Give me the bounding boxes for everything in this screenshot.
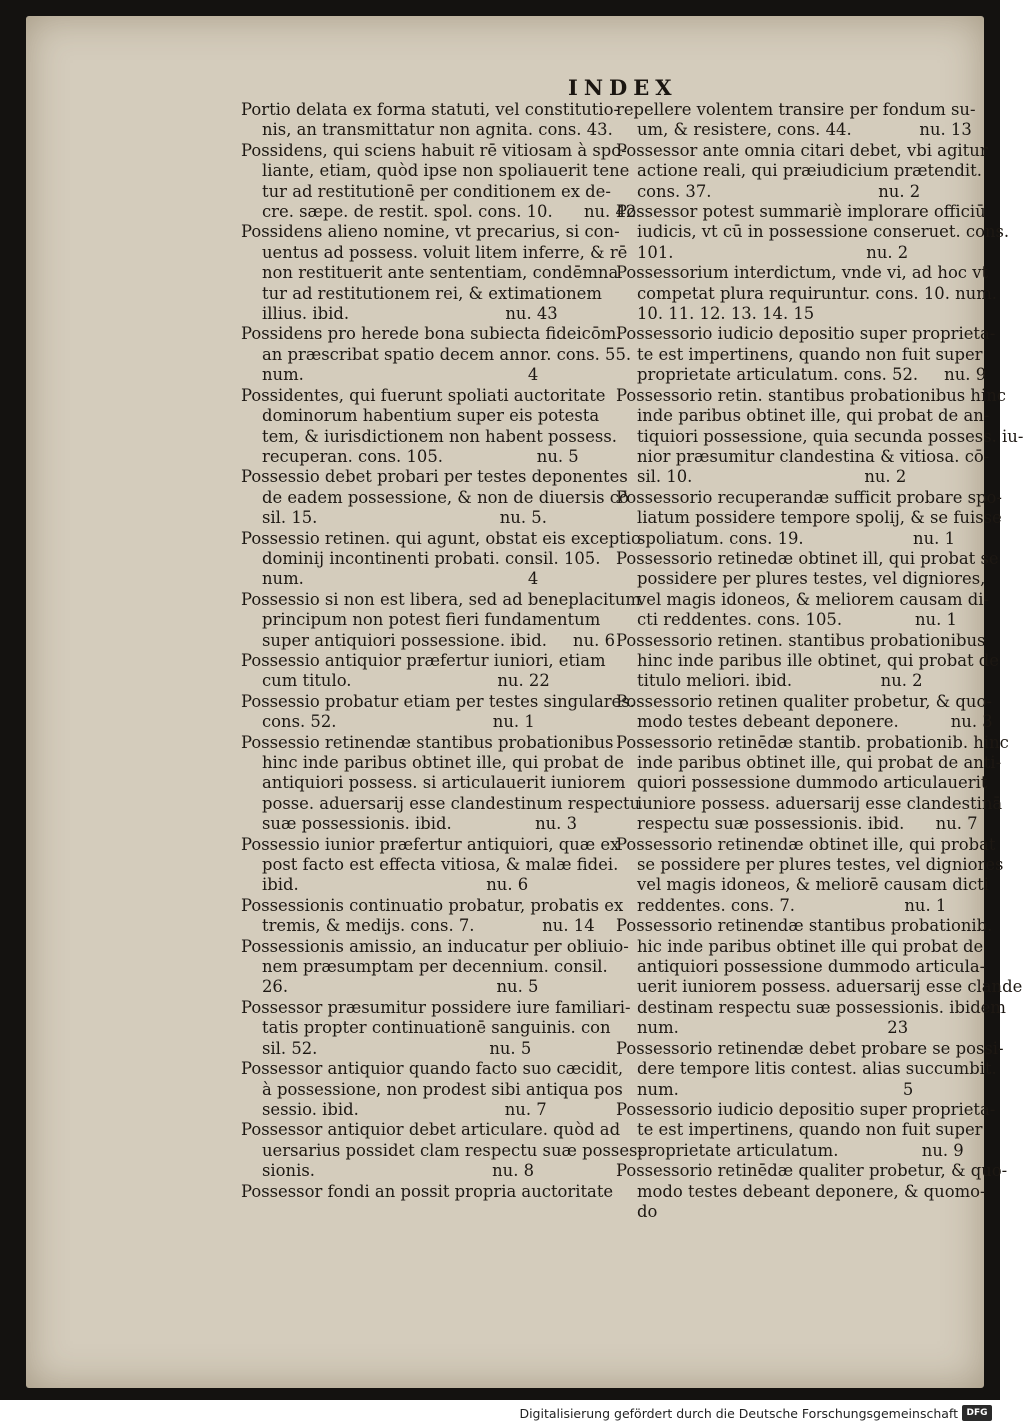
index-entry-lead-line: Possidens, qui sciens habuit rē vitiosam à spo-: [241, 140, 627, 160]
index-entry-line: de eadem possessione, & non de diuersis cō: [262, 487, 629, 507]
index-entry-line: modo testes debeant deponere. nu. 3: [637, 712, 993, 732]
index-entry-lead-line: repellere volentem transire per fondum su-: [616, 100, 976, 119]
index-entry-line: liante, etiam, quòd ipse non spoliauerit tene: [262, 161, 630, 181]
index-entry-lead-line: Possessor ante omnia citari debet, vbi agitur: [616, 140, 988, 160]
index-entry: [616, 834, 1004, 917]
index-entry-lead-line: Portio delata ex forma statuti, vel constitutio-: [241, 100, 619, 119]
index-entry-line: uentus ad possess. voluit litem inferre, & rē: [262, 242, 628, 262]
index-entry-line: dominorum habentium super eis potesta: [262, 406, 600, 426]
index-entry-line: iudicis, vt cū in possessione conseruet. cons.: [637, 222, 1010, 242]
index-entry-line: liatum possidere tempore spolij, & se fuisse: [637, 508, 1002, 528]
index-entry: [241, 1120, 643, 1181]
index-entry-lead-line: Possessorio retinen qualiter probetur, & quo-: [616, 691, 992, 711]
index-entry-line: actione reali, qui præiudicium prætendit.: [637, 161, 982, 181]
index-entry-line: tatis propter continuationē sanguinis. con: [262, 1018, 611, 1038]
index-entry-line: posse. aduersarij esse clandestinum respectu: [262, 793, 641, 813]
index-entry-line: antiquiori possess. si articulauerit iuniorem: [262, 773, 626, 793]
index-entry: [616, 732, 1009, 835]
index-entry-line: sessio. ibid. nu. 7: [262, 1099, 547, 1119]
index-entry-line: 101. nu. 2: [637, 242, 909, 262]
index-entry-lead-line: Possessor fondi an possit propria auctoritate: [241, 1181, 614, 1201]
index-entry-line: ibid. nu. 6: [262, 875, 529, 895]
index-entry: [616, 263, 997, 324]
index-entry-line: num. 4: [262, 569, 539, 589]
index-entry-line: cons. 52. nu. 1: [262, 712, 535, 732]
index-entry-line: 10. 11. 12. 13. 14. 15: [637, 304, 815, 324]
index-entry-line: sil. 15. nu. 5.: [262, 508, 547, 528]
index-entry-line: hinc inde paribus obtinet ille, qui probat de: [262, 753, 624, 772]
index-entry-line: nior præsumitur clandestina & vitiosa. cō-: [637, 446, 990, 466]
index-entry-line: tremis, & medijs. cons. 7. nu. 14: [262, 916, 595, 936]
index-entry-line: tem, & iurisdictionem non habent possess.: [262, 426, 617, 446]
index-entry-line: respectu suæ possessionis. ibid. nu. 7: [637, 814, 978, 834]
index-entry-line: cti reddentes. cons. 105. nu. 1: [637, 610, 957, 630]
index-entry-lead-line: Possessio retinendæ stantibus probationibus: [241, 732, 614, 752]
index-entry-line: dominij incontinenti probati. consil. 105.: [262, 548, 601, 568]
index-entry: [241, 1181, 614, 1202]
index-entry-lead-line: Possessorium interdictum, vnde vi, ad hoc vt: [616, 263, 989, 283]
index-entry-line: super antiquiori possessione. ibid. nu. 6: [262, 630, 615, 650]
index-entry: [241, 895, 624, 937]
index-entry: [241, 650, 606, 692]
index-entry: [616, 385, 1023, 488]
index-column-left: [241, 100, 643, 1202]
index-entry-lead-line: Possessor potest summariè implorare officiū: [616, 202, 986, 222]
index-entry-lead-line: Possessorio retinendæ debet probare se possi-: [616, 1038, 1004, 1058]
index-entry: [616, 1161, 1008, 1222]
page-header: INDEX: [568, 75, 678, 100]
index-entry: [616, 630, 999, 692]
index-entry-line: antiquiori possessione dummodo articula-: [637, 957, 986, 977]
index-entry-line: proprietate articulatum. cons. 52. nu. 9: [637, 365, 987, 385]
index-entry-line: illius. ibid. nu. 43: [262, 304, 558, 324]
index-entry-line: num. 23: [637, 1018, 909, 1038]
index-entry-line: tur ad restitutionē per conditionem ex de-: [262, 181, 611, 201]
index-entry-lead-line: Possessio antiquior præfertur iuniori, etiam: [241, 650, 606, 670]
index-entry: [616, 100, 976, 141]
index-entry-lead-line: Possessorio retinen. stantibus probationibus: [616, 630, 986, 650]
index-entry-line: 26. nu. 5: [262, 977, 539, 997]
index-entry-line: competat plura requiruntur. cons. 10. num.: [637, 283, 997, 303]
index-entry-lead-line: Possessio probatur etiam per testes singulares.: [241, 691, 635, 711]
index-entry-line: vel magis idoneos, & meliorem causam di-: [637, 589, 990, 609]
index-entry-lead-line: Possessionis continuatio probatur, probatis ex: [241, 895, 624, 915]
index-entry: [241, 834, 620, 896]
index-entry-line: destinam respectu suæ possessionis. ibidem: [637, 997, 1006, 1017]
index-entry-line: num. 5: [637, 1079, 914, 1099]
index-entry-line: uersarius possidet clam respectu suæ posses-: [262, 1140, 643, 1160]
index-entry-line: nem præsumptam per decennium. consil.: [262, 957, 608, 977]
index-entry-line: num. 4: [262, 365, 539, 385]
index-entry: [241, 1059, 624, 1120]
index-entry: [616, 487, 1002, 549]
index-entry: [241, 528, 641, 590]
index-entry-line: quiori possessione dummodo articulauerit: [637, 773, 988, 793]
index-entry-line: possidere per plures testes, vel digniores,: [637, 569, 986, 589]
index-entry-lead-line: Possessor antiquior quando facto suo cæcidit,: [241, 1059, 624, 1079]
index-entry-line: vel magis idoneos, & meliorē causam dicti: [637, 875, 989, 895]
index-entry-line: se possidere per plures testes, vel digniores: [637, 855, 1004, 875]
index-entry-line: à possessione, non prodest sibi antiqua pos: [262, 1079, 623, 1099]
index-entry-line: recuperan. cons. 105. nu. 5: [262, 446, 579, 466]
index-entry-lead-line: Possessio si non est libera, sed ad beneplacitum: [241, 589, 641, 609]
index-entry-line: uerit iuniorem possess. aduersarij esse clande: [637, 977, 1023, 997]
index-entry-line: sil. 52. nu. 5: [262, 1038, 532, 1058]
index-entry-line: inde paribus obtinet ille, qui probat de an-: [637, 406, 990, 426]
index-entry: [616, 202, 1010, 263]
index-entry-line: principum non potest fieri fundamentum: [262, 610, 601, 630]
index-entry-lead-line: Possessor antiquior debet articulare. quòd ad: [241, 1120, 621, 1140]
index-entry: [241, 691, 635, 733]
footer-bar: [0, 1400, 1000, 1427]
index-entry-line: do: [637, 1201, 658, 1221]
index-entry: [616, 916, 1023, 1038]
index-entry-line: inde paribus obtinet ille, qui probat de anti-: [637, 753, 1002, 772]
index-entry-lead-line: Possessorio retinedæ obtinet ill, qui probat se: [616, 548, 999, 568]
index-entry-lead-line: Possessionis amissio, an inducatur per obliuio-: [241, 936, 629, 956]
index-entry-line: proprietate articulatum. nu. 9: [637, 1140, 964, 1160]
index-entry-lead-line: Possessorio recuperandæ sufficit probare spo-: [616, 487, 1002, 507]
index-entry-line: post facto est effecta vitiosa, & malæ fidei.: [262, 855, 619, 875]
index-entry-lead-line: Possessio retinen. qui agunt, obstat eis exceptio: [241, 528, 641, 548]
index-entry-line: modo testes debeant deponere, & quomo-: [637, 1181, 986, 1201]
index-entry-lead-line: Possidens alieno nomine, vt precarius, si con-: [241, 222, 620, 242]
index-entry-line: non restituerit ante sententiam, condēmna: [262, 263, 619, 283]
index-entry-line: iuniore possess. aduersarij esse clandestinā: [637, 793, 1003, 813]
dfg-logo: DFG: [962, 1405, 992, 1421]
index-entry-lead-line: Possessorio iudicio depositio super proprieta-: [616, 1099, 996, 1119]
index-entry-line: cons. 37. nu. 2: [637, 181, 921, 201]
index-entry: [241, 385, 617, 468]
index-entry: [241, 222, 628, 324]
index-entry: [616, 140, 988, 202]
index-entry-lead-line: Possessio iunior præfertur antiquiori, quæ ex: [241, 834, 620, 854]
index-entry-line: nis, an transmittatur non agnita. cons. 43.: [262, 120, 613, 140]
index-entry-lead-line: Possessorio retinēdæ qualiter probetur, & quo-: [616, 1161, 1008, 1181]
index-entry-lead-line: Possessorio retinendæ obtinet ille, qui probat: [616, 834, 996, 854]
index-entry-line: sionis. nu. 8: [262, 1161, 535, 1181]
index-entry-line: tiquiori possessione, quia secunda possess. iu-: [637, 426, 1023, 446]
index-entry-lead-line: Possessorio retinēdæ stantib. probationib. hinc: [616, 732, 1009, 752]
index-entry: [241, 100, 619, 141]
index-entry: [616, 324, 996, 385]
index-entry-line: te est impertinens, quando non fuit super: [637, 344, 983, 364]
index-entry: [616, 1038, 1004, 1100]
index-entry: [241, 732, 641, 835]
index-entry: [616, 548, 999, 631]
index-column-right: [616, 100, 1023, 1222]
index-entry-line: cum titulo. nu. 22: [262, 671, 550, 691]
index-entry-line: spoliatum. cons. 19. nu. 1: [637, 528, 956, 548]
index-entry-line: cre. sæpe. de restit. spol. cons. 10. nu. 42: [262, 202, 637, 222]
footer-credit: Digitalisierung gefördert durch die Deutsche Forschungsgemeinschaft: [519, 1406, 958, 1421]
index-entry-line: te est impertinens, quando non fuit super: [637, 1120, 983, 1140]
index-entry: [241, 589, 641, 651]
index-entry-line: tur ad restitutionem rei, & extimationem: [262, 283, 602, 303]
index-entry-lead-line: Possessorio retin. stantibus probationibus hinc: [616, 385, 1006, 405]
index-entry-line: um, & resistere, cons. 44. nu. 13: [637, 120, 972, 140]
index-entry: [241, 936, 629, 998]
index-entry-lead-line: Possessor præsumitur possidere iure familiari-: [241, 997, 631, 1017]
index-entry: [616, 1099, 996, 1161]
index-entry-line: an præscribat spatio decem annor. cons. 55.: [262, 344, 632, 364]
index-entry: [241, 140, 637, 223]
index-entry-lead-line: Possessorio retinendæ stantibus probationib.: [616, 916, 993, 936]
index-entry-line: hinc inde paribus ille obtinet, qui probat de: [637, 650, 999, 670]
index-entry-line: hic inde paribus obtinet ille qui probat de: [637, 936, 984, 956]
index-entry-lead-line: Possidens pro herede bona subiecta fideicōm.: [241, 324, 622, 344]
index-entry-line: reddentes. cons. 7. nu. 1: [637, 895, 947, 915]
index-entry: [241, 467, 629, 528]
index-entry: [241, 324, 632, 385]
index-entry: [616, 691, 993, 733]
index-entry-line: suæ possessionis. ibid. nu. 3: [262, 814, 578, 834]
index-entry: [241, 997, 631, 1059]
index-entry-line: dere tempore litis contest. alias succumbit.: [637, 1059, 997, 1079]
index-entry-line: sil. 10. nu. 2: [637, 467, 907, 487]
index-entry-line: titulo meliori. ibid. nu. 2: [637, 671, 923, 691]
index-entry-lead-line: Possessio debet probari per testes deponentes: [241, 467, 628, 487]
index-entry-lead-line: Possidentes, qui fuerunt spoliati auctoritate: [241, 385, 606, 405]
index-entry-lead-line: Possessorio iudicio depositio super proprieta-: [616, 324, 996, 344]
